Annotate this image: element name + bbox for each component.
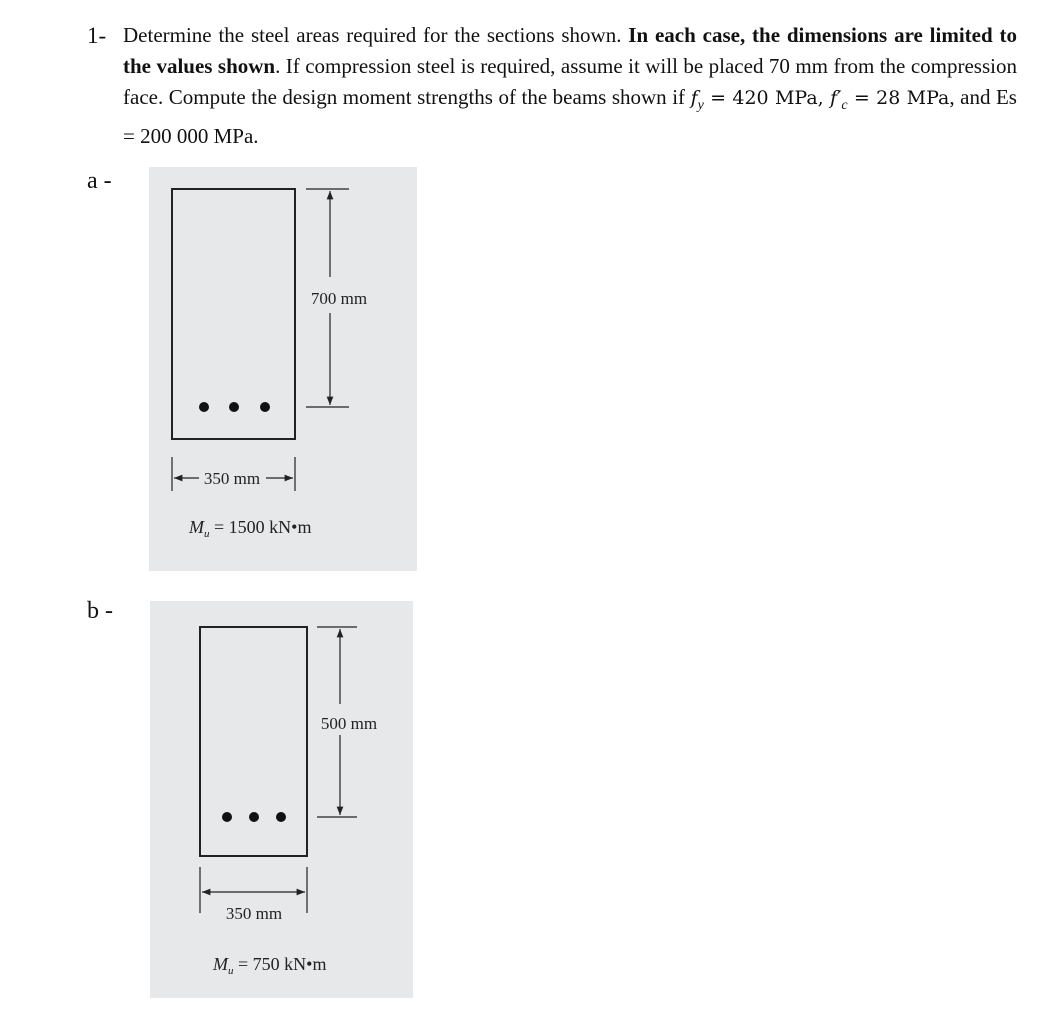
- figure-b-drawing: [150, 601, 413, 998]
- fc-subscript: c: [841, 98, 848, 113]
- moment-a: [188, 517, 311, 540]
- figure-b: [150, 601, 413, 998]
- fc-value: = 28 MPa: [847, 87, 950, 109]
- problem-number: 1-: [87, 23, 107, 48]
- figure-b-label: b -: [87, 598, 113, 624]
- moment-b-value: = 750 kN•m: [233, 954, 327, 974]
- fy-symbol: f: [690, 87, 698, 109]
- problem-statement: [87, 20, 1017, 152]
- rebar-b-2: [249, 812, 259, 822]
- height-dim-a: 700 mm: [310, 289, 368, 308]
- moment-b: [212, 954, 326, 977]
- width-dim-b: 350 mm: [225, 904, 283, 923]
- moment-b-sub: u: [228, 965, 234, 977]
- figure-a: [149, 167, 417, 571]
- problem-text-bold: In each case, the dimensions are limited to the values shown: [123, 23, 1017, 78]
- problem-text-1: Determine the steel areas required for the sections shown.: [123, 23, 629, 47]
- fy-value: = 420 MPa,: [703, 87, 831, 109]
- rebar-a-1: [199, 402, 209, 412]
- problem-text: [123, 20, 1017, 152]
- height-dim-b: 500 mm: [320, 714, 378, 733]
- moment-a-symbol: M: [189, 517, 204, 537]
- beam-section-a: [172, 189, 295, 439]
- rebar-b-3: [276, 812, 286, 822]
- problem-text-2: . If compression steel is required, assume it will be placed 70 mm from the compression face. Compute the design moment strengths of the beams shown if: [123, 54, 1017, 109]
- figure-a-label: a -: [87, 168, 112, 194]
- rebar-b-1: [222, 812, 232, 822]
- problem-text-3: , and Es = 200 000 MPa.: [123, 85, 1017, 148]
- rebar-a-3: [260, 402, 270, 412]
- width-dim-a: 350 mm: [203, 469, 261, 488]
- fy-subscript: y: [697, 98, 704, 113]
- moment-a-value: = 1500 kN•m: [209, 517, 312, 537]
- moment-a-sub: u: [204, 528, 210, 540]
- moment-b-symbol: M: [213, 954, 228, 974]
- rebar-a-2: [229, 402, 239, 412]
- fc-symbol: f′: [830, 87, 842, 109]
- figure-a-drawing: [149, 167, 417, 571]
